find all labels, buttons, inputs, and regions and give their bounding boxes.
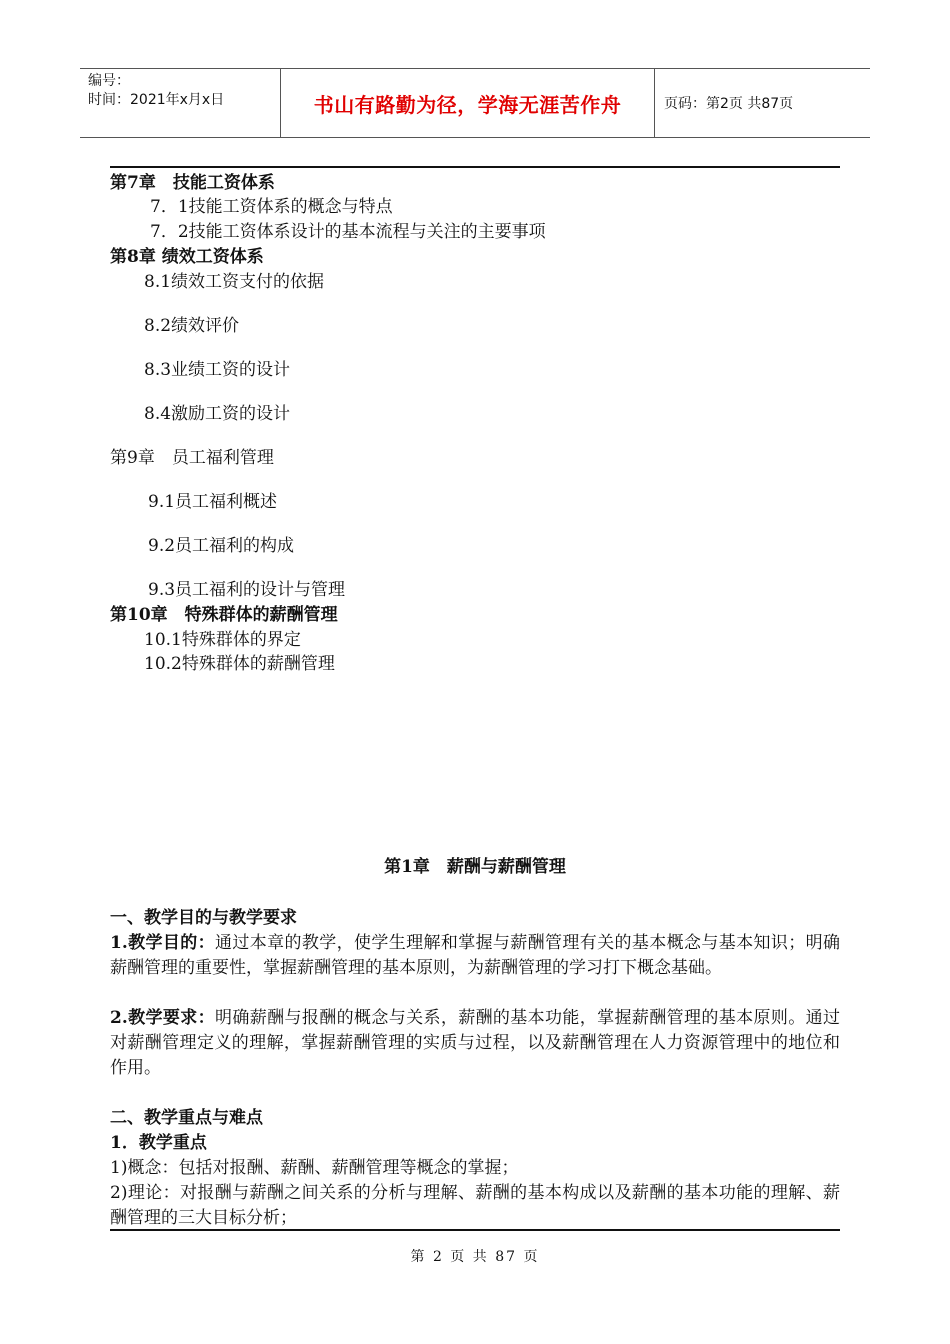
section2-p2: 2)理论：对报酬与薪酬之间关系的分析与理解、薪酬的基本构成以及薪酬的基本功能的理解、薪酬管理的三大目标分析；: [110, 1183, 840, 1228]
section1-item2: [110, 1006, 840, 1081]
chapter-title: 第1章 薪酬与薪酬管理: [384, 857, 566, 877]
toc-item-8-3: 8.3业绩工资的设计: [144, 360, 291, 380]
header-page-info: 页码：第2页 共87页: [664, 96, 794, 112]
toc-item-7-2: 7．2技能工资体系设计的基本流程与关注的主要事项: [150, 222, 546, 242]
section1-item1: [110, 931, 840, 981]
item2-label: 2.教学要求：: [110, 1008, 215, 1028]
section1-heading: 一、教学目的与教学要求: [110, 908, 297, 928]
item2-text: 明确薪酬与报酬的概念与关系，薪酬的基本功能，掌握薪酬管理的基本原则。通过对薪酬管理定义的理解，掌握薪酬管理的实质与过程，以及薪酬管理在人力资源管理中的地位和作用。: [110, 1008, 841, 1078]
header-id-label: 编号：: [88, 73, 130, 89]
toc-item-9-2: 9.2员工福利的构成: [148, 536, 295, 556]
toc-item-8-4: 8.4激励工资的设计: [144, 404, 291, 424]
toc-item-9-1: 9.1员工福利概述: [148, 492, 278, 512]
bottom-rule: [110, 1229, 840, 1231]
page-header: [80, 68, 870, 138]
toc-item-10-2: 10.2特殊群体的薪酬管理: [144, 654, 335, 674]
toc-item-8-1: 8.1绩效工资支付的依据: [144, 272, 325, 292]
header-motto: 书山有路勤为径，学海无涯苦作舟: [281, 69, 655, 137]
header-date: 时间：2021年x月x日: [88, 92, 225, 108]
toc-chapter-9: 第9章 员工福利管理: [110, 448, 274, 468]
toc-item-9-3: 9.3员工福利的设计与管理: [148, 580, 346, 600]
item1-text: 通过本章的教学，使学生理解和掌握与薪酬管理有关的基本概念与基本知识；明确薪酬管理的重要性，掌握薪酬管理的基本原则，为薪酬管理的学习打下概念基础。: [110, 933, 841, 978]
section2-p1: 1)概念：包括对报酬、薪酬、薪酬管理等概念的掌握；: [110, 1158, 519, 1178]
toc-item-7-1: 7．1技能工资体系的概念与特点: [150, 197, 393, 217]
toc-item-10-1: 10.1特殊群体的界定: [144, 630, 301, 650]
toc-chapter-7: 第7章 技能工资体系: [110, 173, 275, 193]
top-rule: [110, 166, 840, 168]
toc-item-8-2: 8.2绩效评价: [144, 316, 240, 336]
toc-chapter-10: 第10章 特殊群体的薪酬管理: [110, 605, 338, 625]
item1-label: 1.教学目的：: [110, 933, 215, 953]
header-meta: [80, 69, 281, 137]
toc-chapter-8: 第8章 绩效工资体系: [110, 247, 264, 267]
section2-heading: 二、教学重点与难点: [110, 1108, 263, 1128]
page-footer: 第 2 页 共 87 页: [410, 1249, 540, 1265]
section2-sub1: 1．教学重点: [110, 1133, 207, 1153]
